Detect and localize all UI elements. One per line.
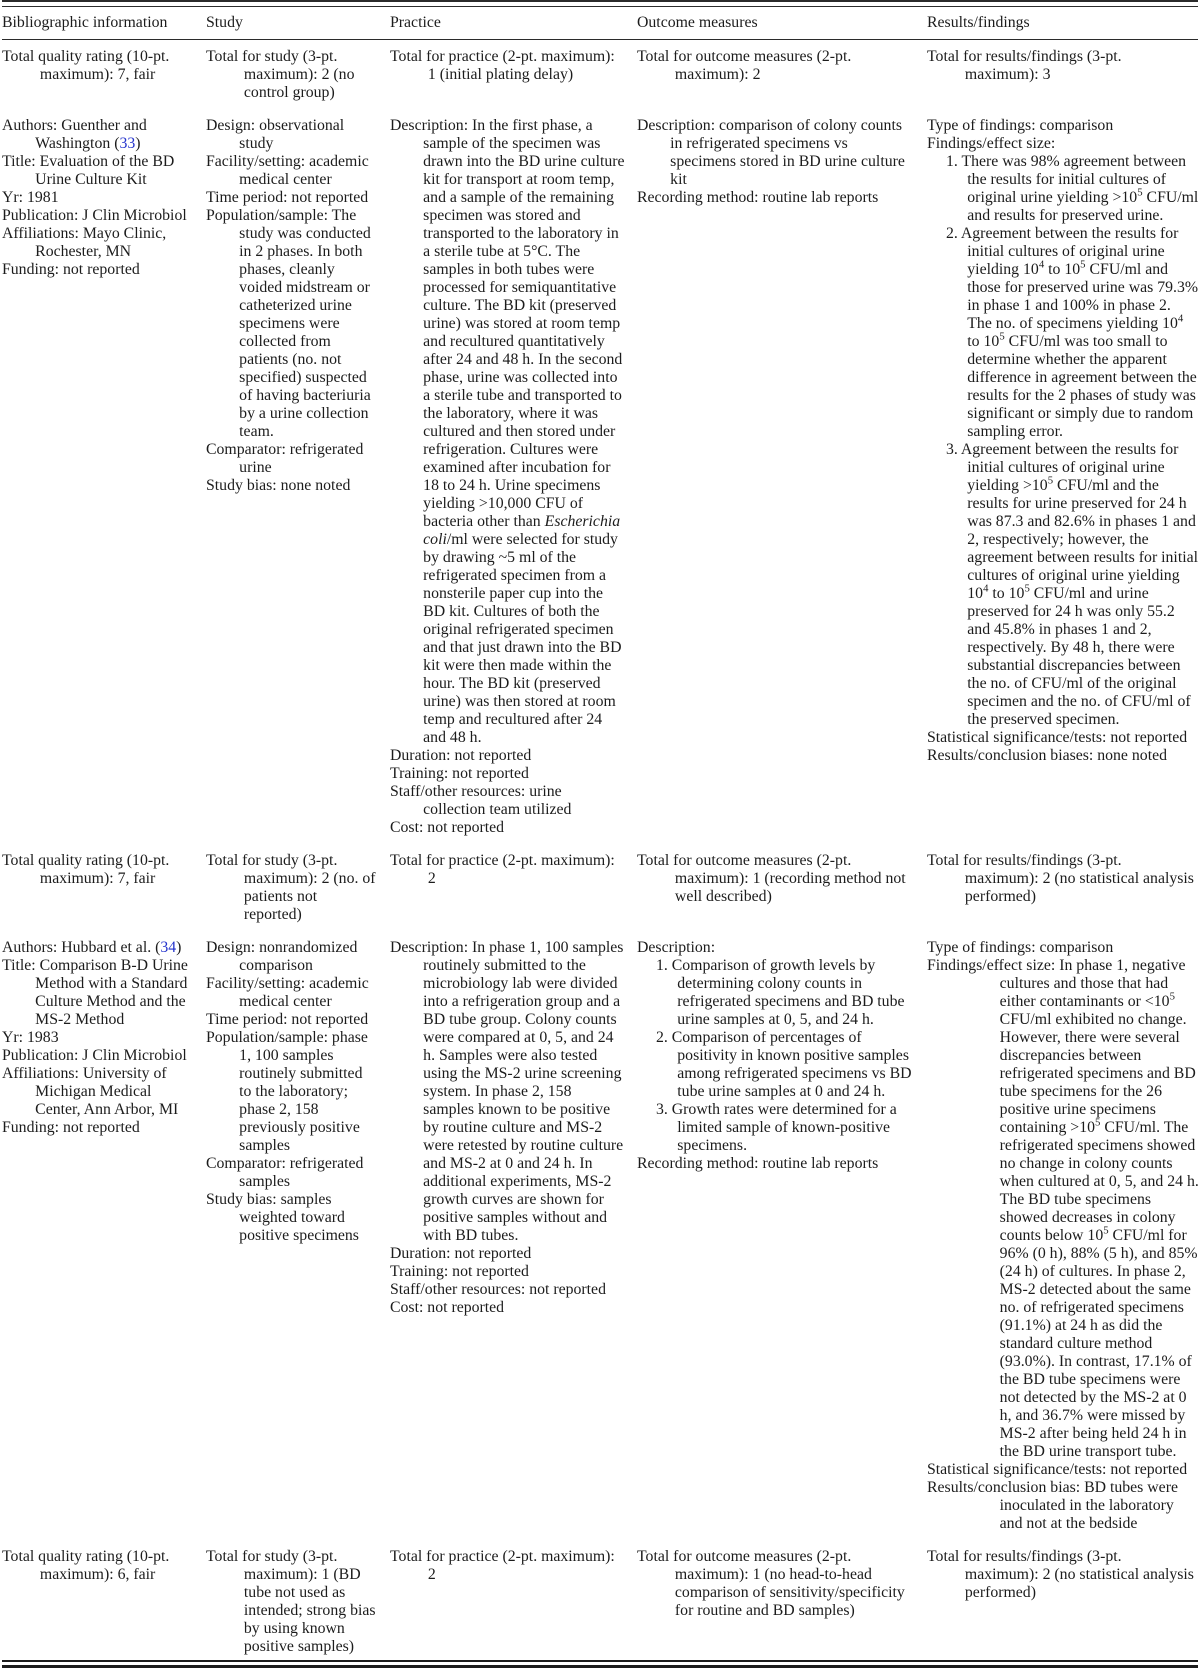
column-header-practice (390, 7, 637, 39)
table-cell (390, 852, 637, 888)
field-text: Total for results/findings (3-pt. maximum): 3 (927, 48, 1122, 83)
field-text: Recording method: routine lab reports (637, 189, 879, 206)
field-text: Population/sample: phase 1, 100 samples routinely submitted to the laboratory; phase 2, 158 previously positive samples (206, 1029, 368, 1154)
table-cell (637, 48, 927, 84)
field-text: Total for practice (2-pt. maximum): 2 (390, 852, 615, 887)
table-cell (2, 1548, 206, 1584)
field-text: Population/sample: The study was conducted in 2 phases. In both phases, cleanly voided midstream or catheterized urine specimens were collected from patients (no. not specified) suspected of having bacteriuria by a urine collection team. (206, 207, 371, 440)
table-cell (2, 852, 206, 888)
table-cell (390, 939, 637, 1317)
field-text: Comparator: refrigerated urine (206, 441, 364, 476)
table-cell (390, 1548, 637, 1584)
list-item: 1. Comparison of growth levels by determining colony counts in refrigerated specimens and BD tube urine samples at 0, 5, and 24 h. (655, 957, 905, 1028)
field-text: Training: not reported (390, 1263, 529, 1280)
field-text: Training: not reported (390, 765, 529, 782)
table-cell (927, 117, 1200, 765)
field-text: Description: (637, 939, 716, 956)
field-text: Publication: J Clin Microbiol (2, 207, 187, 224)
field-text: Publication: J Clin Microbiol (2, 1047, 187, 1064)
study-row (2, 117, 1198, 837)
column-header-study (206, 7, 390, 39)
field-text: Yr: 1981 (2, 189, 59, 206)
column-header-label: Practice (390, 14, 441, 31)
column-header-label: Results/findings (927, 14, 1030, 31)
field-text: Facility/setting: academic medical center (206, 153, 369, 188)
field-text: Design: nonrandomized comparison (206, 939, 358, 974)
field-text: Affiliations: University of Michigan Medical Center, Ann Arbor, MI (2, 1065, 179, 1118)
field-text: Affiliations: Mayo Clinic, Rochester, MN (2, 225, 167, 260)
field-text: Time period: not reported (206, 1011, 369, 1028)
table-bottom-rule (2, 1660, 1198, 1668)
field-text: Type of findings: comparison (927, 939, 1114, 956)
table-cell (637, 852, 927, 906)
table-cell (927, 48, 1200, 84)
field-text: Title: Comparison B-D Urine Method with a Standard Culture Method and the MS-2 Method (2, 957, 188, 1028)
field-text: Results/conclusion biases: none noted (927, 747, 1167, 764)
field-text: Comparator: refrigerated samples (206, 1155, 364, 1190)
table-cell (637, 939, 927, 1173)
field-text: Findings/effect size: In phase 1, negative cultures and those that had either contaminants or $<10^5$ CFU/ml exhibited no change. However, there were several discrepancies between refrigerated specimens and BD tube specimens for the 26 positive urine specimens containing $>10^5$ CFU/ml. The refrigerated specimens showed no change in colony counts when cultured at 0, 5, and 24 h. The BD tube specimens showed decreases in colony counts below $10^5$ CFU/ml for 96% (0 h), 88% (5 h), and 85% (24 h) of cultures. In phase 2, MS-2 detected about the same no. of refrigerated specimens (91.1%) at 24 h as did the standard culture method (93.0%). In contrast, 17.1% of the BD tube specimens were not detected by the MS-2 at 0 h, and 36.7% were missed by MS-2 after being held 24 h in the BD urine transport tube. (927, 957, 1199, 1460)
list-item: 3. Agreement between the results for initial cultures of original urine yielding $>10^5$ CFU/ml and the results for urine preserved for 24 h was 87.3 and 82.6% in phases 1 and 2, respectively; however, the agreement between results for initial cultures of original urine yielding $10^4$ to $10^5$ CFU/ml and urine preserved for 24 h was only 55.2 and 45.8% in phases 1 and 2, respectively. By 48 h, there were substantial discrepancies between the no. of CFU/ml of the original specimen and the no. of CFU/ml of the preserved specimen. (945, 441, 1199, 728)
quality-totals-row (2, 852, 1198, 924)
field-text: Description: In the first phase, a sample of the specimen was drawn into the BD urine culture kit for transport at room temp, and a sample of the remaining specimen was stored and transported to the laboratory in a sterile tube at 5°C. The samples in both tubes were processed for semiquantitative culture. The BD kit (preserved urine) was stored at room temp and recultured quantitatively after 24 and 48 h. In the second phase, urine was collected into a sterile tube and transported to the laboratory, where it was cultured and then stored under refrigeration. Cultures were examined after incubation for 18 to 24 h. Urine specimens yielding >10,000 CFU of bacteria other than Escherichia coli/ml were selected for study by drawing ~5 ml of the refrigerated specimen from a nonsterile paper cup into the BD kit. Cultures of both the original refrigerated specimen and that just drawn into the BD kit were then made within the hour. The BD kit (preserved urine) was then stored at room temp and recultured after 24 and 48 h. (390, 117, 625, 746)
column-header-outcome-measures (637, 7, 927, 39)
column-header-bibliographic (2, 7, 206, 39)
reference-link[interactable]: 34 (160, 939, 177, 956)
field-text: Funding: not reported (2, 261, 140, 278)
table-cell (390, 48, 637, 84)
field-text: Description: In phase 1, 100 samples routinely submitted to the microbiology lab were divided into a refrigeration group and a BD tube group. Colony counts were compared at 0, 5, and 24 h. Samples were also tested using the MS-2 urine screening system. In phase 2, 158 samples known to be positive by routine culture and MS-2 were retested by routine culture and MS-2 at 0 and 24 h. In additional experiments, MS-2 growth curves are shown for positive samples without and with BD tubes. (390, 939, 624, 1244)
field-text: Duration: not reported (390, 1245, 532, 1262)
field-text: Study bias: samples weighted toward positive specimens (206, 1191, 359, 1244)
field-text: Type of findings: comparison (927, 117, 1114, 134)
field-text: Results/conclusion bias: BD tubes were inoculated in the laboratory and not at the bedside (927, 1479, 1178, 1532)
field-text: Duration: not reported (390, 747, 532, 764)
list-item: 3. Growth rates were determined for a limited sample of known-positive specimens. (655, 1101, 897, 1154)
field-text: Total for practice (2-pt. maximum): 1 (initial plating delay) (390, 48, 615, 83)
table-body (2, 48, 1198, 1656)
table-header-row (2, 7, 1198, 39)
field-text: Total for results/findings (3-pt. maximum): 2 (no statistical analysis performed) (927, 1548, 1194, 1601)
field-text: Funding: not reported (2, 1119, 140, 1136)
field-text: Total for study (3-pt. maximum): 2 (no control group) (206, 48, 355, 101)
table-cell (2, 939, 206, 1137)
field-text: Authors: Guenther and Washington (33) (2, 117, 147, 152)
field-text: Total for study (3-pt. maximum): 2 (no. of patients not reported) (206, 852, 376, 923)
table-cell (927, 1548, 1200, 1602)
field-text: Cost: not reported (390, 819, 505, 836)
table-cell (206, 939, 390, 1245)
table-cell (206, 48, 390, 102)
table-cell (390, 117, 637, 837)
field-text: Staff/other resources: not reported (390, 1281, 606, 1298)
field-text: Total for results/findings (3-pt. maximum): 2 (no statistical analysis performed) (927, 852, 1194, 905)
quality-totals-row (2, 1548, 1198, 1656)
field-text: Facility/setting: academic medical center (206, 975, 369, 1010)
field-text: Study bias: none noted (206, 477, 351, 494)
table-header-rule (2, 39, 1198, 40)
reference-link[interactable]: 33 (119, 135, 136, 152)
study-row (2, 939, 1198, 1533)
column-header-label: Outcome measures (637, 14, 758, 31)
field-text: Total for practice (2-pt. maximum): 2 (390, 1548, 615, 1583)
column-header-label: Bibliographic information (2, 14, 168, 31)
field-text: Total quality rating (10-pt. maximum): 6, fair (2, 1548, 170, 1583)
table-cell (927, 939, 1200, 1533)
field-text: Description: comparison of colony counts in refrigerated specimens vs specimens stored in BD urine culture kit (637, 117, 905, 188)
table-top-rule (2, 0, 1198, 7)
table-cell (637, 1548, 927, 1620)
list-item: 1. There was 98% agreement between the results for initial cultures of original urine yielding $>10^5$ CFU/ml and results for preserved urine. (945, 153, 1199, 224)
table-cell (927, 852, 1200, 906)
field-text: Recording method: routine lab reports (637, 1155, 879, 1172)
column-header-label: Study (206, 14, 243, 31)
field-text: Design: observational study (206, 117, 345, 152)
table-cell (206, 1548, 390, 1656)
field-text: Total quality rating (10-pt. maximum): 7, fair (2, 852, 170, 887)
table-cell (206, 117, 390, 495)
field-text: Statistical significance/tests: not reported (927, 729, 1188, 746)
field-text: Total for outcome measures (2-pt. maximum): 1 (recording method not well described) (637, 852, 906, 905)
field-text: Total for study (3-pt. maximum): 1 (BD tube not used as intended; strong bias by using known positive samples) (206, 1548, 376, 1655)
list-item: 2. Comparison of percentages of positivity in known positive samples among refrigerated specimens vs BD tube urine samples at 0 and 24 h. (655, 1029, 912, 1100)
field-text: Total quality rating (10-pt. maximum): 7, fair (2, 48, 170, 83)
table-cell (2, 48, 206, 84)
column-header-results-findings (927, 7, 1200, 39)
field-text: Yr: 1983 (2, 1029, 59, 1046)
field-text: Title: Evaluation of the BD Urine Culture Kit (2, 153, 175, 188)
table-cell (206, 852, 390, 924)
field-text: Statistical significance/tests: not reported (927, 1461, 1188, 1478)
field-text: Cost: not reported (390, 1299, 505, 1316)
field-text: Time period: not reported (206, 189, 369, 206)
field-text: Findings/effect size: (927, 135, 1056, 152)
field-text: Staff/other resources: urine collection team utilized (390, 783, 572, 818)
quality-totals-row (2, 48, 1198, 102)
table-cell (2, 117, 206, 279)
table-cell (637, 117, 927, 207)
field-text: Total for outcome measures (2-pt. maximum): 2 (637, 48, 852, 83)
field-text: Authors: Hubbard et al. (34) (2, 939, 182, 956)
list-item: 2. Agreement between the results for initial cultures of original urine yielding $10^4$ to $10^5$ CFU/ml and those for preserved urine was 79.3% in phase 1 and 100% in phase 2. The no. of specimens yielding $10^4$ to $10^5$ CFU/ml was too small to determine whether the apparent difference in agreement between the results for the 2 phases of study was significant or simply due to random sampling error. (945, 225, 1199, 440)
field-text: Total for outcome measures (2-pt. maximum): 1 (no head-to-head comparison of sensitivity/specificity for routine and BD samples) (637, 1548, 905, 1619)
